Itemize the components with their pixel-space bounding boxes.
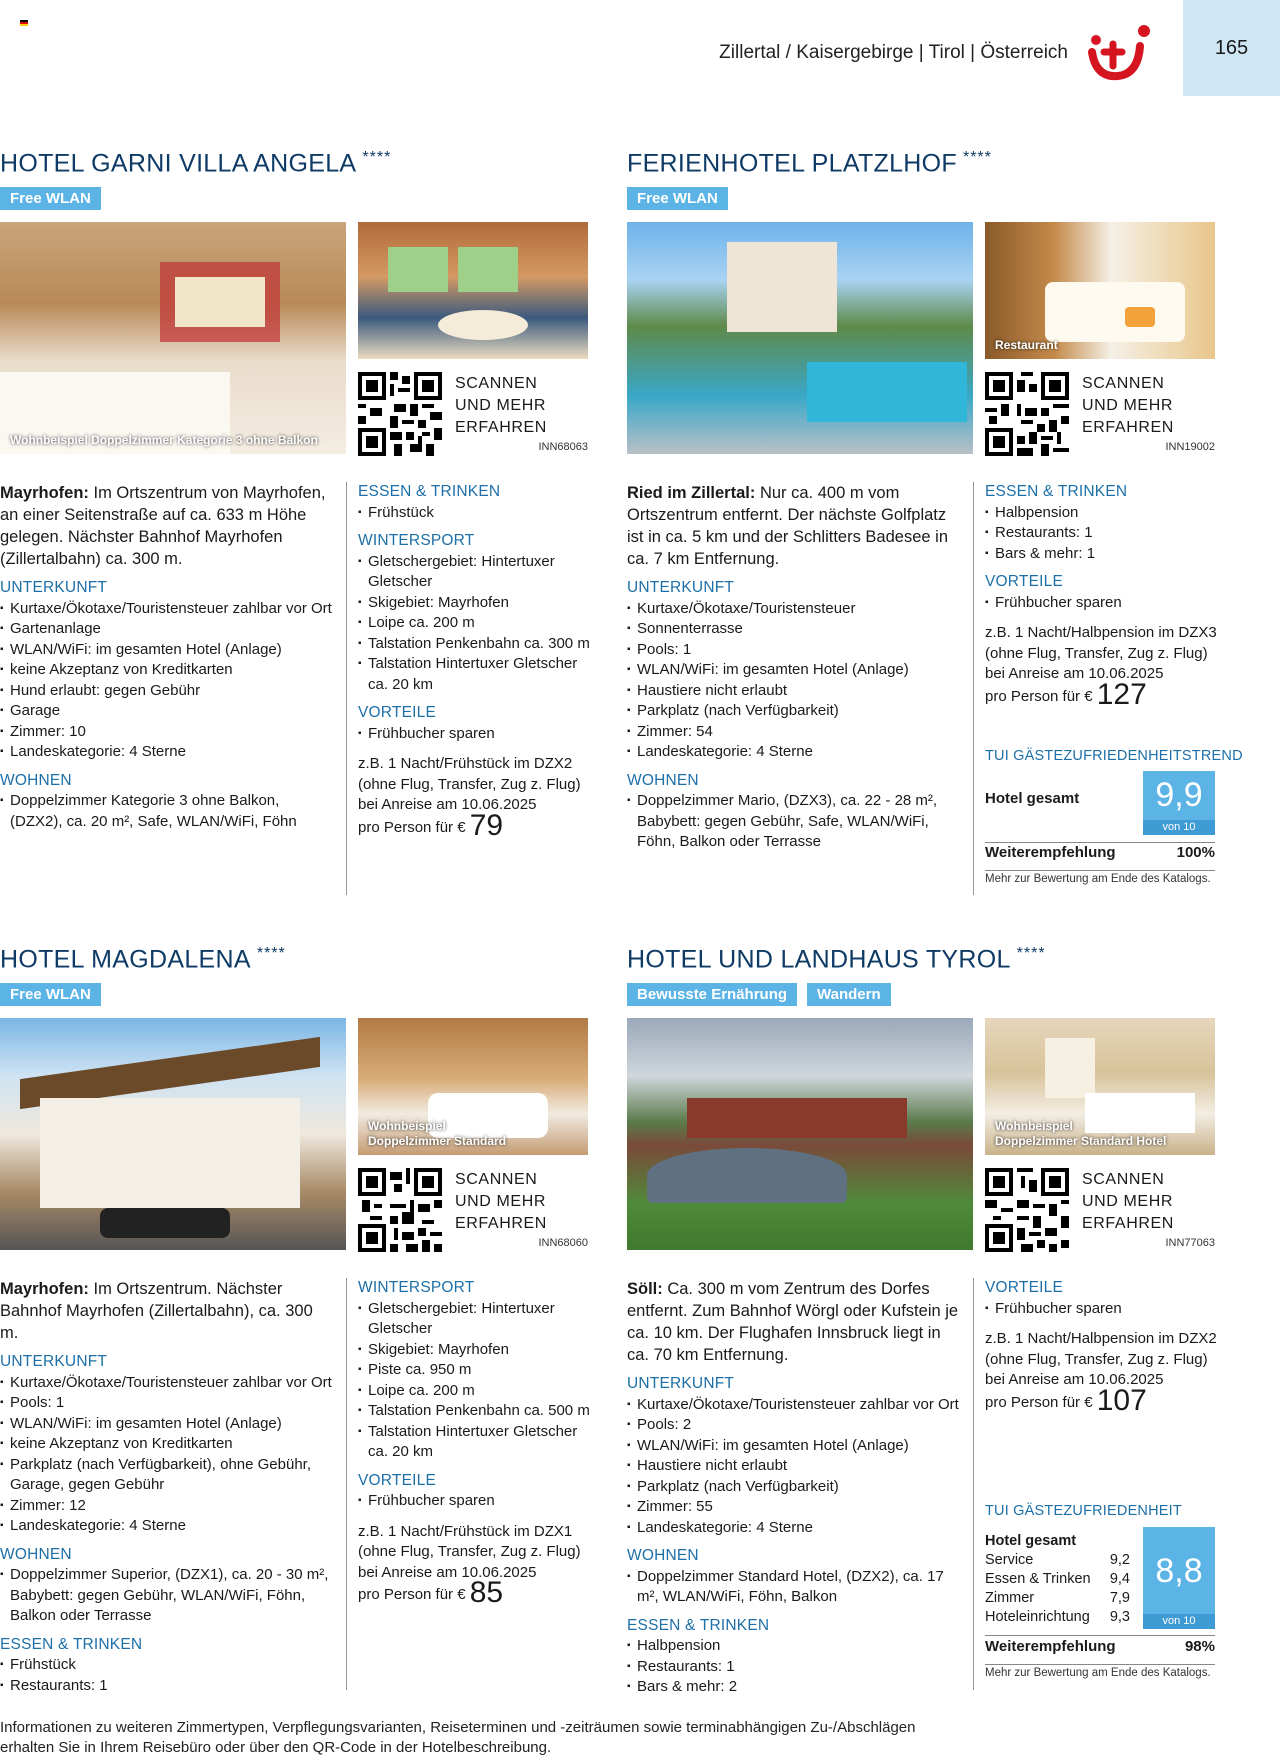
hotel-code: INN68063 <box>538 441 588 453</box>
list-item: ▪ Zimmer: 10 <box>0 722 335 743</box>
list-item: ▪ Skigebiet: Mayrhofen <box>358 593 590 614</box>
list-item: ▪ Piste ca. 950 m <box>358 1360 590 1381</box>
badge-wandern: Wandern <box>807 983 891 1006</box>
recommend-label: Weiterempfehlung <box>985 844 1116 861</box>
section-heading: UNTERKUNFT <box>627 1375 735 1392</box>
section-heading: ESSEN & TRINKEN <box>0 1635 143 1653</box>
list-item: ▪ Landeskategorie: 4 Sterne <box>0 1516 335 1537</box>
section-heading: UNTERKUNFT <box>627 579 735 596</box>
section-heading: WOHNEN <box>627 1547 699 1564</box>
list-essen <box>627 1636 962 1698</box>
hotel-code: INN77063 <box>1165 1237 1215 1249</box>
list-unterkunft <box>627 1395 962 1539</box>
divider <box>973 1278 974 1690</box>
list-vorteile <box>358 1491 590 1512</box>
list-item: ▪ Sonnenterrasse <box>627 619 962 640</box>
qr-code[interactable] <box>985 372 1069 456</box>
list-item: ▪ Parkplatz (nach Verfügbarkeit), ohne Gebühr, Garage, gegen Gebühr <box>0 1455 335 1496</box>
photo-caption: Wohnbeispiel Doppelzimmer Standard <box>368 1119 507 1148</box>
list-item: ▪ Pools: 1 <box>0 1393 335 1414</box>
sub-rating-row <box>985 1589 1130 1608</box>
section-heading: WOHNEN <box>0 771 72 789</box>
list-item: ▪ WLAN/WiFi: im gesamten Hotel (Anlage) <box>627 1436 962 1457</box>
section-heading: ESSEN & TRINKEN <box>985 483 1128 500</box>
list-item: ▪ Frühbucher sparen <box>985 1299 1217 1320</box>
list-item: ▪ Zimmer: 54 <box>627 722 962 743</box>
section-heading: ESSEN & TRINKEN <box>627 1616 770 1634</box>
photo-caption: Wohnbeispiel Doppelzimmer Standard Hotel <box>995 1119 1167 1148</box>
divider <box>346 482 347 895</box>
star-rating: **** <box>962 149 992 166</box>
star-rating: **** <box>256 945 286 962</box>
list-essen <box>985 503 1217 565</box>
list-essen <box>0 1655 335 1696</box>
sub-rating-value: 7,9 <box>1109 1590 1130 1606</box>
section-heading: WOHNEN <box>627 771 699 789</box>
hotel-code: INN68060 <box>538 1237 588 1249</box>
hotel-title <box>0 945 286 974</box>
list-item: ▪ Kurtaxe/Ökotaxe/Touristensteuer zahlbar vor Ort <box>0 599 335 620</box>
list-item: ▪ Zimmer: 12 <box>0 1496 335 1517</box>
recommend-value: 100% <box>1176 844 1215 861</box>
list-item: ▪ Landeskategorie: 4 Sterne <box>627 742 962 763</box>
hotel-details <box>358 482 590 842</box>
divider <box>346 1278 347 1690</box>
hotel-description: Mayrhofen: Im Ortszentrum. Nächster Bahnhof Mayrhofen (Zillertalbahn), ca. 300 m. UNTERKUNFT ▪ Kurtaxe/Ökotaxe/Touristensteuer zahlbar vor Ort ▪ Pools: 1 ▪ WLAN/WiFi: im gesamten Hotel (Anlage) ▪ keine Akzeptanz von Kreditkarten ▪ Parkplatz (nach Verfügbarkeit), ohne Gebühr, Garage, gegen Gebühr ▪ Zimmer: 12 ▪ Landeskategorie: 4 Sterne WOHNEN ▪ Doppelzimmer Superior, (DZX1), ca. 20 - 30 m², Babybett: gegen Gebühr, WLAN/WiFi, Föhn, Balkon oder Terrasse ESSEN & TRINKEN ▪ Frühstück ▪ Restaurants: 1 <box>0 1278 335 1696</box>
list-item: ▪ Doppelzimmer Standard Hotel, (DZX2), ca. 17 m², WLAN/WiFi, Föhn, Balkon <box>627 1567 962 1608</box>
list-item: ▪ Talstation Hintertuxer Gletscher ca. 20 km <box>358 1422 590 1463</box>
section-heading: VORTEILE <box>985 1279 1063 1296</box>
hotel-title <box>627 945 1046 974</box>
page-number: 165 <box>1183 0 1280 96</box>
list-item: ▪ Pools: 1 <box>627 640 962 661</box>
section-heading: VORTEILE <box>358 704 436 721</box>
list-item: ▪ Restaurants: 1 <box>985 523 1217 544</box>
list-item: ▪ Doppelzimmer Mario, (DZX3), ca. 22 - 28 m², Babybett: gegen Gebühr, Safe, WLAN/WiFi, Föhn, Balkon oder Terrasse <box>627 791 962 853</box>
hotel-title <box>0 149 391 178</box>
photo-caption: Restaurant <box>995 338 1058 352</box>
hotel-photo-secondary <box>985 222 1215 359</box>
list-item: ▪ Bars & mehr: 1 <box>985 544 1217 565</box>
rating-note: Mehr zur Bewertung am Ende des Katalogs. <box>985 1667 1211 1679</box>
hotel-description: Söll: Ca. 300 m vom Zentrum des Dorfes entfernt. Zum Bahnhof Wörgl oder Kufstein je ca. 10 km. Der Flughafen Innsbruck liegt in ca. 70 km Entfernung. UNTERKUNFT ▪ Kurtaxe/Ökotaxe/Touristensteuer zahlbar vor Ort ▪ Pools: 2 ▪ WLAN/WiFi: im gesamten Hotel (Anlage) ▪ Haustiere nicht erlaubt ▪ Parkplatz (nach Verfügbarkeit) ▪ Zimmer: 55 ▪ Landeskategorie: 4 Sterne WOHNEN ▪ Doppelzimmer Standard Hotel, (DZX2), ca. 17 m², WLAN/WiFi, Föhn, Balkon ESSEN & TRINKEN ▪ Halbpension ▪ Restaurants: 1 ▪ Bars & mehr: 2 <box>627 1278 962 1698</box>
list-item: ▪ Loipe ca. 200 m <box>358 613 590 634</box>
list-vorteile <box>985 1299 1217 1320</box>
list-item: ▪ Halbpension <box>627 1636 962 1657</box>
star-rating: **** <box>1016 945 1046 962</box>
recommend-label: Weiterempfehlung <box>985 1638 1116 1655</box>
hotel-details <box>985 482 1217 711</box>
list-essen <box>358 503 590 524</box>
section-heading: VORTEILE <box>358 1471 436 1489</box>
hotel-photo-main <box>0 222 346 454</box>
list-item: ▪ Parkplatz (nach Verfügbarkeit) <box>627 701 962 722</box>
list-item: ▪ WLAN/WiFi: im gesamten Hotel (Anlage) <box>627 660 962 681</box>
qr-code[interactable] <box>358 1168 442 1252</box>
list-item: ▪ keine Akzeptanz von Kreditkarten <box>0 1434 335 1455</box>
list-wohnen <box>0 1565 335 1627</box>
list-item: ▪ Kurtaxe/Ökotaxe/Touristensteuer <box>627 599 962 620</box>
footer-note: Informationen zu weiteren Zimmertypen, Verpflegungsvarianten, Reiseterminen und -zeiträumen sowie terminabhängigen Zu-/Abschlägen erhalten Sie in Ihrem Reisebüro oder über den QR-Code in der Hotelbeschreibung. <box>0 1719 916 1756</box>
scan-hint: SCANNEN UND MEHR ERFAHREN <box>1082 1171 1174 1232</box>
list-item: ▪ Parkplatz (nach Verfügbarkeit) <box>627 1477 962 1498</box>
hotel-photo-main <box>627 1018 973 1250</box>
section-heading: WOHNEN <box>0 1545 72 1563</box>
list-item: ▪ Frühbucher sparen <box>358 1491 590 1512</box>
list-item: ▪ Haustiere nicht erlaubt <box>627 1456 962 1477</box>
qr-code[interactable] <box>985 1168 1069 1252</box>
list-item: ▪ Frühbucher sparen <box>985 593 1217 614</box>
list-item: ▪ WLAN/WiFi: im gesamten Hotel (Anlage) <box>0 1414 335 1435</box>
list-wintersport <box>358 552 590 696</box>
badge-bewusste-ernaehrung: Bewusste Ernährung <box>627 983 797 1006</box>
price: pro Person für € 127 <box>985 677 1147 711</box>
price-example: z.B. 1 Nacht/Halbpension im DZX2 (ohne Flug, Transfer, Zug z. Flug) bei Anreise am 10.06.2025 <box>985 1330 1217 1388</box>
price-example: z.B. 1 Nacht/Frühstück im DZX1 (ohne Flug, Transfer, Zug z. Flug) bei Anreise am 10.06.2025 <box>358 1522 581 1581</box>
price: pro Person für € 85 <box>358 1576 504 1609</box>
hotel-name: HOTEL GARNI VILLA ANGELA <box>0 149 357 178</box>
list-item: ▪ Halbpension <box>985 503 1217 524</box>
hotel-photo-secondary <box>358 222 588 359</box>
score: 8,8 <box>1155 1552 1203 1590</box>
list-item: ▪ Kurtaxe/Ökotaxe/Touristensteuer zahlbar vor Ort <box>0 1373 335 1394</box>
hotel-title <box>627 149 992 178</box>
list-item: ▪ Landeskategorie: 4 Sterne <box>627 1518 962 1539</box>
price: pro Person für € 79 <box>358 808 504 842</box>
hotel-name: HOTEL MAGDALENA <box>0 945 251 974</box>
rating-title: TUI GÄSTEZUFRIEDENHEIT <box>985 1503 1182 1519</box>
hotel-details <box>985 1278 1217 1417</box>
sub-rating-row <box>985 1551 1130 1570</box>
list-item: ▪ Frühstück <box>0 1655 335 1676</box>
list-item: ▪ Skigebiet: Mayrhofen <box>358 1340 590 1361</box>
photo-caption: Wohnbeispiel Doppelzimmer Kategorie 3 ohne Balkon <box>10 433 318 447</box>
section-heading: WINTERSPORT <box>358 1279 475 1296</box>
list-item: ▪ Loipe ca. 200 m <box>358 1381 590 1402</box>
score-scale: von 10 <box>1143 820 1215 835</box>
scan-hint: SCANNEN UND MEHR ERFAHREN <box>1082 375 1174 436</box>
price: pro Person für € 107 <box>985 1383 1147 1417</box>
hotel-photo-secondary <box>985 1018 1215 1155</box>
recommend-value: 98% <box>1184 1638 1215 1655</box>
price-example: z.B. 1 Nacht/Frühstück im DZX2 (ohne Flug, Transfer, Zug z. Flug) bei Anreise am 10.06.2025 <box>358 755 581 813</box>
list-unterkunft <box>0 1373 335 1537</box>
list-item: ▪ Talstation Penkenbahn ca. 300 m <box>358 634 590 655</box>
rating-title: TUI GÄSTEZUFRIEDENHEITSTREND <box>985 748 1243 764</box>
sub-rating-value: 9,2 <box>1109 1552 1130 1568</box>
list-wohnen <box>627 791 962 853</box>
rating-label: Hotel gesamt <box>985 790 1080 807</box>
sub-ratings <box>985 1551 1130 1627</box>
list-wohnen <box>0 791 335 832</box>
section-heading: UNTERKUNFT <box>0 579 108 596</box>
section-heading: ESSEN & TRINKEN <box>358 483 501 500</box>
sub-rating-label: Zimmer <box>985 1590 1035 1606</box>
list-unterkunft <box>627 599 962 763</box>
list-item: ▪ Talstation Hintertuxer Gletscher ca. 20 km <box>358 654 590 695</box>
rating-label: Hotel gesamt <box>985 1533 1077 1549</box>
list-item: ▪ Garage <box>0 701 335 722</box>
hotel-description: Ried im Zillertal: Nur ca. 400 m vom Ortszentrum entfernt. Der nächste Golfplatz ist in ca. 5 km und der Schlitters Badesee in ca. 7 km Entfernung. UNTERKUNFT ▪ Kurtaxe/Ökotaxe/Touristensteuer ▪ Sonnenterrasse ▪ Pools: 1 ▪ WLAN/WiFi: im gesamten Hotel (Anlage) ▪ Haustiere nicht erlaubt ▪ Parkplatz (nach Verfügbarkeit) ▪ Zimmer: 54 ▪ Landeskategorie: 4 Sterne WOHNEN ▪ Doppelzimmer Mario, (DZX3), ca. 22 - 28 m², Babybett: gegen Gebühr, Safe, WLAN/WiFi, Föhn, Balkon oder Terrasse <box>627 482 962 853</box>
breadcrumb: Zillertal / Kaisergebirge | Tirol | Österreich <box>719 42 1068 63</box>
badge-free-wlan: Free WLAN <box>627 187 728 210</box>
hotel-name: HOTEL UND LANDHAUS TYROL <box>627 945 1011 974</box>
score: 9,9 <box>1155 776 1203 814</box>
list-item: ▪ Frühbucher sparen <box>358 724 590 745</box>
list-item: ▪ Doppelzimmer Superior, (DZX1), ca. 20 - 30 m², Babybett: gegen Gebühr, WLAN/WiFi, Föhn, Balkon oder Terrasse <box>0 1565 335 1627</box>
hotel-photo-secondary <box>358 1018 588 1155</box>
list-item: ▪ Gletschergebiet: Hintertuxer Gletscher <box>358 1299 590 1340</box>
sub-rating-label: Service <box>985 1552 1034 1568</box>
list-item: ▪ Gartenanlage <box>0 619 335 640</box>
sub-rating-row <box>985 1608 1130 1627</box>
section-heading: WINTERSPORT <box>358 532 475 549</box>
list-item: ▪ Zimmer: 55 <box>627 1497 962 1518</box>
hotel-name: FERIENHOTEL PLATZLHOF <box>627 149 957 178</box>
scan-hint: SCANNEN UND MEHR ERFAHREN <box>455 375 547 436</box>
list-item: ▪ keine Akzeptanz von Kreditkarten <box>0 660 335 681</box>
score-scale: von 10 <box>1143 1614 1215 1629</box>
list-item: ▪ Gletschergebiet: Hintertuxer Gletscher <box>358 552 590 593</box>
scan-hint: SCANNEN UND MEHR ERFAHREN <box>455 1171 547 1232</box>
list-wohnen <box>627 1567 962 1608</box>
list-item: ▪ Talstation Penkenbahn ca. 500 m <box>358 1401 590 1422</box>
sub-rating-row <box>985 1570 1130 1589</box>
list-item: ▪ WLAN/WiFi: im gesamten Hotel (Anlage) <box>0 640 335 661</box>
hotel-description: Mayrhofen: Im Ortszentrum von Mayrhofen, an einer Seitenstraße auf ca. 633 m Höhe gelegen. Nächster Bahnhof Mayrhofen (Zillertalbahn) ca. 300 m. UNTERKUNFT ▪ Kurtaxe/Ökotaxe/Touristensteuer zahlbar vor Ort ▪ Gartenanlage ▪ WLAN/WiFi: im gesamten Hotel (Anlage) ▪ keine Akzeptanz von Kreditkarten ▪ Hund erlaubt: gegen Gebühr ▪ Garage ▪ Zimmer: 10 ▪ Landeskategorie: 4 Sterne WOHNEN ▪ Doppelzimmer Kategorie 3 ohne Balkon, (DZX2), ca. 20 m², Safe, WLAN/WiFi, Föhn <box>0 482 335 832</box>
tui-logo <box>1086 22 1152 82</box>
hotel-photo-main <box>627 222 973 454</box>
list-item: ▪ Kurtaxe/Ökotaxe/Touristensteuer zahlbar vor Ort <box>627 1395 962 1416</box>
list-item: ▪ Hund erlaubt: gegen Gebühr <box>0 681 335 702</box>
star-rating: **** <box>362 149 392 166</box>
list-item: ▪ Bars & mehr: 2 <box>627 1677 962 1698</box>
list-item: ▪ Frühstück <box>358 503 590 524</box>
hotel-code: INN19002 <box>1165 441 1215 453</box>
list-item: ▪ Pools: 2 <box>627 1415 962 1436</box>
list-vorteile <box>985 593 1217 614</box>
qr-code[interactable] <box>358 372 442 456</box>
hotel-photo-main <box>0 1018 346 1250</box>
list-item: ▪ Doppelzimmer Kategorie 3 ohne Balkon, (DZX2), ca. 20 m², Safe, WLAN/WiFi, Föhn <box>0 791 335 832</box>
list-item: ▪ Haustiere nicht erlaubt <box>627 681 962 702</box>
rating-note: Mehr zur Bewertung am Ende des Katalogs. <box>985 873 1211 885</box>
score-box <box>1143 771 1215 835</box>
list-item: ▪ Restaurants: 1 <box>627 1657 962 1678</box>
sub-rating-value: 9,3 <box>1109 1609 1130 1625</box>
sub-rating-value: 9,4 <box>1109 1571 1130 1587</box>
list-item: ▪ Restaurants: 1 <box>0 1676 335 1697</box>
price-example: z.B. 1 Nacht/Halbpension im DZX3 (ohne Flug, Transfer, Zug z. Flug) bei Anreise am 10.06.2025 <box>985 624 1217 682</box>
sub-rating-label: Hoteleinrichtung <box>985 1609 1090 1625</box>
sub-rating-label: Essen & Trinken <box>985 1571 1091 1587</box>
badge-free-wlan: Free WLAN <box>0 187 101 210</box>
list-item: ▪ Landeskategorie: 4 Sterne <box>0 742 335 763</box>
hotel-details <box>358 1278 590 1609</box>
score-box <box>1143 1527 1215 1629</box>
list-wintersport <box>358 1299 590 1463</box>
flag-icon <box>20 20 28 26</box>
list-vorteile <box>358 724 590 745</box>
divider <box>973 482 974 895</box>
list-unterkunft <box>0 599 335 763</box>
section-heading: UNTERKUNFT <box>0 1353 108 1370</box>
badge-free-wlan: Free WLAN <box>0 983 101 1006</box>
section-heading: VORTEILE <box>985 573 1063 590</box>
